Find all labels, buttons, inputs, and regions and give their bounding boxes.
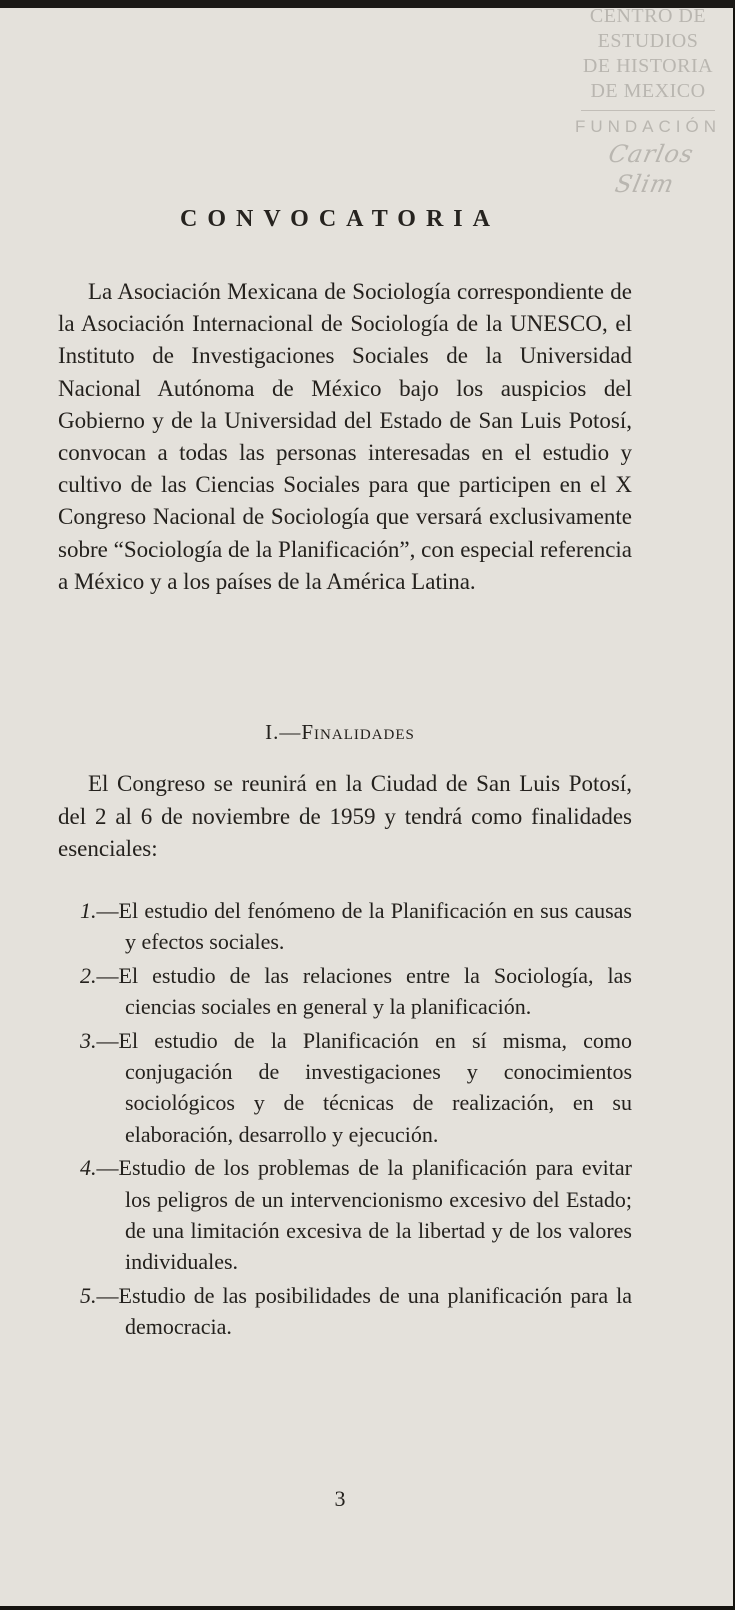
aim-text: —Estudio de los problemas de la planificación para evitar los peligros de un intervencionismo excesivo del Estado; de una limitación excesiva de la libertad y de los valores individuales. — [96, 1155, 632, 1275]
intro-paragraph: La Asociación Mexicana de Sociología correspondiente de la Asociación Internacional de Sociología de la UNESCO, el Instituto de Investigaciones Sociales de la Universidad Nacional Autónoma de México bajo los auspicios del Gobierno y de la Universidad del Estado de San Luis Potosí, convocan a todas las personas interesadas en el estudio y cultivo de las Ciencias Sociales para que participen en el X Congreso Nacional de Sociología que versará exclusivamente sobre “Sociología de la Planificación”, con especial referencia a México y a los países de la América Latina. — [58, 279, 632, 594]
aim-text: —El estudio del fenómeno de la Planificación en sus causas y efectos sociales. — [96, 898, 632, 955]
list-item — [80, 960, 632, 1023]
aims-list — [80, 895, 632, 1345]
list-item — [80, 1152, 632, 1278]
section-number: I.— — [265, 720, 302, 744]
list-item — [80, 895, 632, 958]
watermark-signature: Carlos Slim — [605, 140, 697, 198]
aim-text: —Estudio de las posibilidades de una planificación para la democracia. — [96, 1282, 632, 1340]
aim-text: —El estudio de las relaciones entre la Sociología, las ciencias sociales en general y la planificación. — [96, 962, 632, 1020]
list-item — [80, 1280, 632, 1343]
section-intro-paragraph: El Congreso se reunirá en la Ciudad de San Luis Potosí, del 2 al 6 de noviembre de 1959 y tendrá como finalidades esenciales: — [58, 771, 632, 861]
watermark-divider — [581, 110, 715, 111]
section-heading — [0, 720, 680, 745]
watermark-line: DE HISTORIA — [582, 55, 714, 77]
aim-number: 2. — [80, 962, 97, 988]
aim-text: —El estudio de la Planificación en sí misma, como conjugación de investigaciones y conocimientos sociológicos y de técnicas de realización, en su elaboración, desarrollo y ejecución. — [96, 1027, 632, 1147]
document-title: CONVOCATORIA — [180, 206, 500, 232]
watermark-line: ESTUDIOS — [597, 30, 699, 52]
list-item — [80, 1025, 632, 1151]
watermark-foundation: FUNDACIÓN — [574, 117, 722, 136]
scan-top-edge — [0, 0, 735, 8]
aim-number: 4. — [80, 1155, 97, 1181]
aim-number: 1. — [80, 898, 97, 923]
document-page — [0, 8, 733, 1606]
watermark-line: DE MEXICO — [590, 80, 706, 102]
watermark-line: CENTRO DE — [589, 8, 707, 27]
aim-number: 3. — [80, 1027, 97, 1053]
aim-number: 5. — [80, 1282, 97, 1308]
section-title: Finalidades — [301, 720, 415, 744]
archive-watermark — [573, 8, 723, 199]
page-number: 3 — [334, 1486, 346, 1511]
